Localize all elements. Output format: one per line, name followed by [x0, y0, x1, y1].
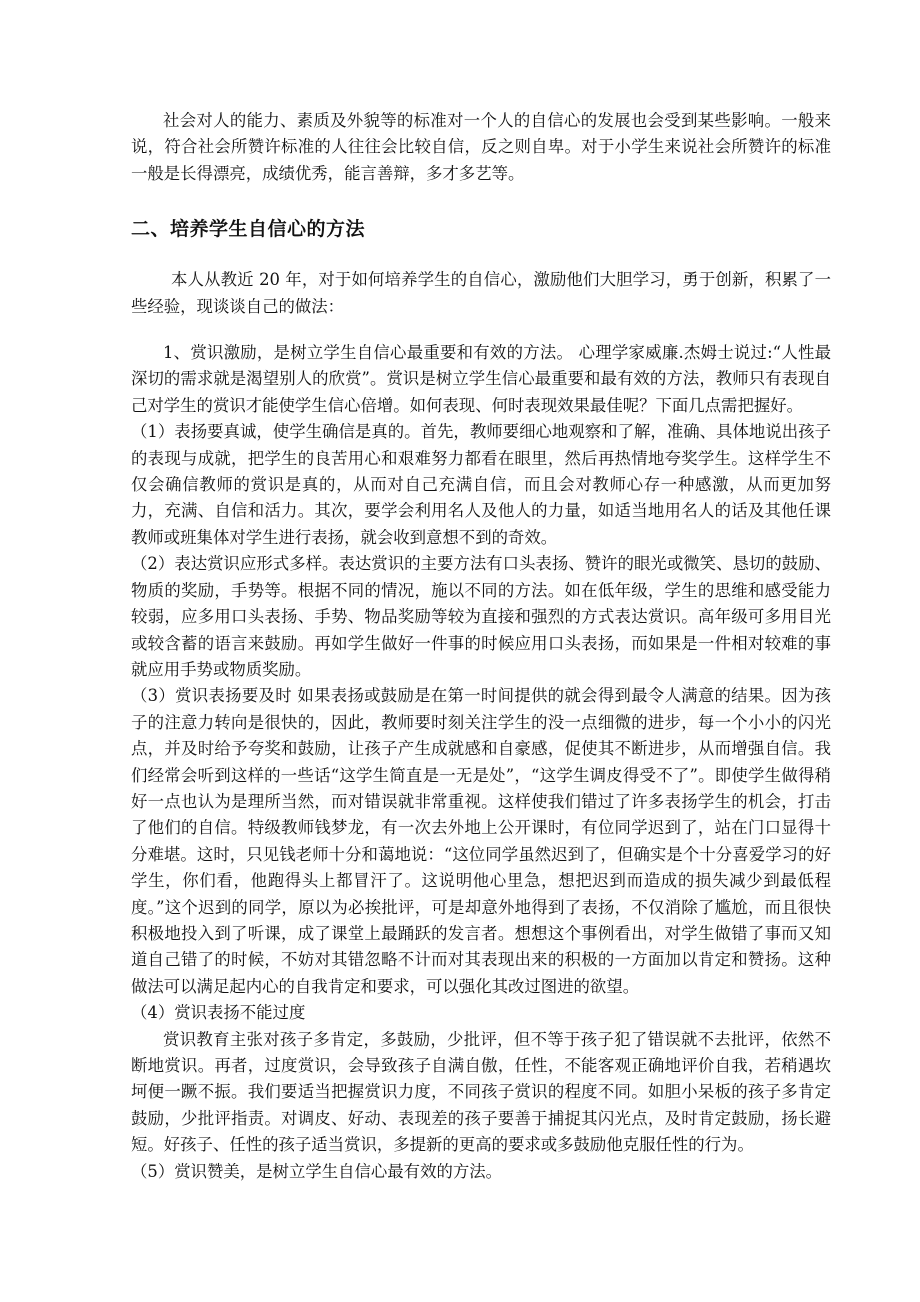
point-4-paragraph: 赏识教育主张对孩子多肯定，多鼓励，少批评，但不等于孩子犯了错误就不去批评，依然不断地赏识。再者，过度赏识，会导致孩子自满自傲，任性，不能客观正确地评价自我，若稍遇坎坷便一蹶不振。我们要适当把握赏识力度，不同孩子赏识的程度不同。如胆小呆板的孩子多肯定鼓励，少批评指责。对调皮、好动、表现差的孩子要善于捕捉其闪光点，及时肯定鼓励，扬长避短。好孩子、任性的孩子适当赏识，多提新的更高的要求或多鼓励他克服任性的行为。: [131, 1029, 831, 1155]
author-intro-paragraph: 本人从教近 20 年，对于如何培养学生的自信心，激励他们大胆学习，勇于创新，积累了一些经验，现谈谈自己的做法：: [131, 270, 831, 316]
section-heading: 二、培养学生自信心的方法: [131, 218, 366, 241]
point-4-heading: （4）赏识表扬不能过度: [131, 1003, 306, 1023]
document-page: [131, 108, 831, 1185]
method-1-paragraph: 1、赏识激励，是树立学生自信心最重要和有效的方法。 心理学家威廉.杰姆士说过:“人性最深切的需求就是渴望别人的欣赏”。赏识是树立学生信心最重要和最有效的方法，教师只有表现自己对学生的赏识才能使学生信心倍增。如何表现、何时表现效果最佳呢？下面几点需把握好。: [131, 343, 831, 415]
point-2-paragraph: （2）表达赏识应形式多样。表达赏识的主要方法有口头表扬、赞许的眼光或微笑、恳切的鼓励、物质的奖励，手势等。根据不同的情况，施以不同的方法。如在低年级，学生的思维和感受能力较弱，应多用口头表扬、手势、物品奖励等较为直接和强烈的方式表达赏识。高年级可多用目光或较含蓄的语言来鼓励。再如学生做好一件事的时候应用口头表扬，而如果是一件相对较难的事就应用手势或物质奖励。: [131, 554, 831, 679]
point-3-paragraph: （3）赏识表扬要及时 如果表扬或鼓励是在第一时间提供的就会得到最令人满意的结果。因为孩子的注意力转向是很快的，因此，教师要时刻关注学生的没一点细微的进步，每一个小小的闪光点，并及时给予夸奖和鼓励，让孩子产生成就感和自豪感，促使其不断进步，从而增强自信。我们经常会听到这样的一些话“这学生简直是一无是处”，“这学生调皮得受不了”。即使学生做得稍好一点也认为是理所当然，而对错误就非常重视。这样使我们错过了许多表扬学生的机会，打击了他们的自信。特级教师钱梦龙，有一次去外地上公开课时，有位同学迟到了，站在门口显得十分难堪。这时，只见钱老师十分和蔼地说：“这位同学虽然迟到了，但确实是个十分喜爱学习的好学生，你们看，他跑得头上都冒汗了。这说明他心里急，想把迟到而造成的损失减少到最低程度。”这个迟到的同学，原以为必挨批评，可是却意外地得到了表扬，不仅消除了尴尬，而且很快积极地投入到了听课，成了课堂上最踊跃的发言者。想想这个事例看出，对学生做错了事而又知道自己错了的时候，不妨对其错忽略不计而对其表现出来的积极的一方面加以肯定和赞扬。这种做法可以满足起内心的自我肯定和要求，可以强化其改过图进的欲望。: [131, 686, 831, 996]
point-5-paragraph: （5）赏识赞美，是树立学生自信心最有效的方法。: [131, 1161, 503, 1181]
intro-paragraph: 社会对人的能力、素质及外貌等的标准对一个人的自信心的发展也会受到某些影响。一般来说，符合社会所赞许标准的人往往会比较自信，反之则自卑。对于小学生来说社会所赞许的标准一般是长得漂亮，成绩优秀，能言善辩，多才多艺等。: [131, 111, 831, 183]
point-1-paragraph: （1）表扬要真诚，使学生确信是真的。首先，教师要细心地观察和了解，准确、具体地说出孩子的表现与成就，把学生的良苦用心和艰难努力都看在眼里，然后再热情地夸奖学生。这样学生不仅会确信教师的赏识是真的，从而对自己充满自信，而且会对教师心存一种感激，从而更加努力，充满、自信和活力。其次，要学会利用名人及他人的力量，如适当地用名人的话及其他任课教师或班集体对学生进行表扬，就会收到意想不到的奇效。: [131, 422, 831, 547]
